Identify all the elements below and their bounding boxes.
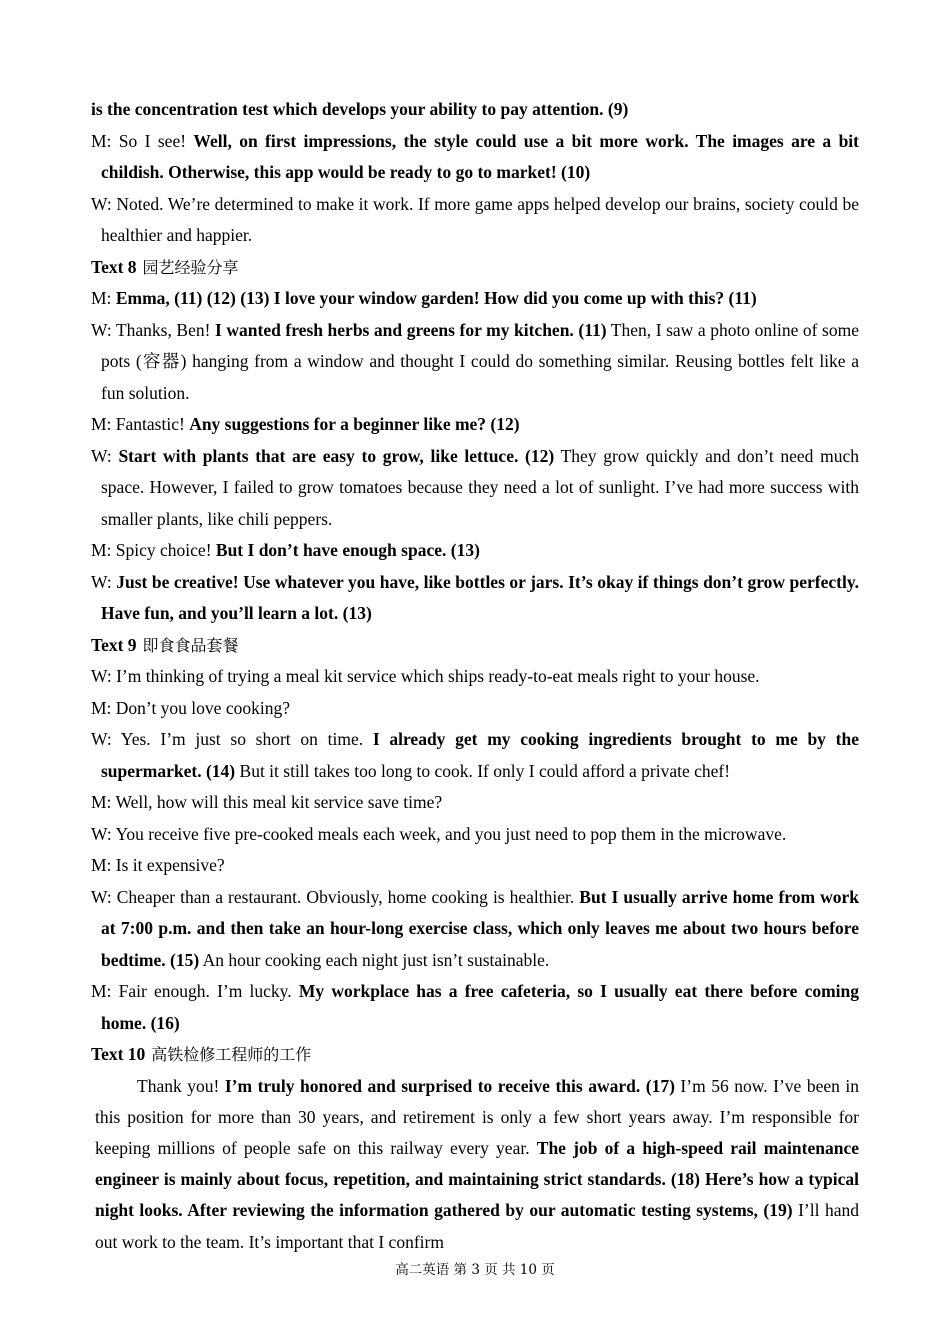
text-run: M: Don’t you love cooking?	[91, 697, 290, 718]
section-subtitle-zh: 即食食品套餐	[142, 635, 239, 655]
text-run: W:	[91, 445, 119, 466]
section-subtitle-zh: 园艺经验分享	[142, 257, 239, 277]
text-run: M: So I see!	[91, 130, 194, 151]
section-heading	[91, 630, 859, 662]
dialogue-line	[91, 724, 859, 787]
text-run: Then, I saw a photo online of some pots (容器) hanging from a window and thought I could do something similar. Reusing bottles felt like a fun solution.	[101, 319, 859, 403]
section-subtitle-zh: 高铁检修工程师的工作	[151, 1045, 312, 1064]
dialogue-line	[91, 283, 859, 315]
dialogue-line	[91, 693, 859, 725]
dialogue-line	[91, 189, 859, 252]
section-heading	[91, 1039, 859, 1071]
text-run: M:	[91, 288, 116, 308]
dialogue-line	[91, 976, 859, 1039]
dialogue-line	[91, 535, 859, 567]
text-run: W: Cheaper than a restaurant. Obviously, home cooking is healthier.	[91, 886, 580, 907]
dialogue-line	[91, 441, 859, 536]
text-run: M: Is it expensive?	[91, 855, 225, 875]
key-sentence: But I don’t have enough space. (13)	[215, 540, 480, 560]
key-sentence: But I usually arrive home from work at 7:00 p.m. and then take an hour-long exercise class, which only leaves me about two hours before bedtime. (15)	[101, 886, 859, 970]
text-run: W: You receive five pre-cooked meals each week, and you just need to pop them in the microwave.	[91, 823, 787, 844]
key-sentence: Just be creative! Use whatever you have, like bottles or jars. It’s okay if things don’t grow perfectly. Have fun, and you’ll learn a lot. (13)	[101, 571, 860, 623]
key-sentence: is the concentration test which develops your ability to pay attention. (9)	[91, 99, 629, 119]
text-run: M: Well, how will this meal kit service save time?	[91, 792, 443, 812]
text-run: W: Noted. We’re determined to make it work. If more game apps helped develop our brains, society could be healthier and happier.	[91, 193, 859, 245]
monologue-paragraph	[91, 1071, 859, 1258]
key-sentence: Well, on first impressions, the style could use a bit more work. The images are a bit childish. Otherwise, this app would be ready to go to market! (10)	[101, 130, 859, 182]
section-title: Text 10	[91, 1044, 146, 1064]
section-title: Text 8	[91, 256, 137, 277]
text-run: Thank you!	[137, 1075, 225, 1096]
dialogue-line	[91, 661, 859, 693]
section-title: Text 9	[91, 634, 137, 655]
text-run: W:	[91, 571, 117, 592]
text-run: I’m 56 now. I’ve been in this position for more than 30 years, and retirement is only a few short years away. I’m responsible for keeping millions of people safe on this railway every year.	[95, 1075, 859, 1158]
text-run: But it still takes too long to cook. If only I could afford a private chef!	[235, 760, 731, 781]
key-sentence: Any suggestions for a beginner like me? (12)	[189, 414, 520, 434]
text-run: They grow quickly and don’t need much space. However, I failed to grow tomatoes because they need a lot of sunlight. I’ve had more success with smaller plants, like chili peppers.	[101, 445, 860, 529]
dialogue-line	[91, 567, 859, 630]
key-sentence: I wanted fresh herbs and greens for my kitchen. (11)	[215, 319, 607, 340]
dialogue-line	[91, 787, 859, 819]
dialogue-line	[91, 315, 859, 410]
key-sentence: I’m truly honored and surprised to receive this award. (17)	[224, 1075, 675, 1096]
text-run: I’ll hand out work to the team. It’s important that I confirm	[95, 1200, 859, 1252]
dialogue-line	[91, 409, 859, 441]
text-run: W: Thanks, Ben!	[91, 319, 216, 340]
key-sentence: I already get my cooking ingredients brought to me by the supermarket. (14)	[101, 729, 859, 781]
text-run: M: Fair enough. I’m lucky.	[91, 981, 299, 1001]
dialogue-line	[91, 882, 859, 977]
dialogue-line	[91, 94, 859, 126]
dialogue-line	[91, 850, 859, 882]
key-sentence: My workplace has a free cafeteria, so I usually eat there before coming home. (16)	[101, 981, 860, 1033]
text-run: An hour cooking each night just isn’t sustainable.	[199, 949, 550, 970]
dialogue-line	[91, 819, 859, 851]
text-run: W: Yes. I’m just so short on time.	[91, 729, 373, 749]
dialogue-line	[91, 126, 859, 189]
document-body	[91, 94, 859, 1258]
key-sentence: Emma, (11) (12) (13) I love your window garden! How did you come up with this? (11)	[115, 288, 757, 308]
section-heading	[91, 252, 859, 284]
text-run: M: Fantastic!	[91, 414, 190, 434]
text-run: W: I’m thinking of trying a meal kit service which ships ready-to-eat meals right to your house.	[91, 666, 760, 686]
key-sentence: The job of a high-speed rail maintenance engineer is mainly about focus, repetition, and maintaining strict standards. (18) Here’s how a typical night looks. After reviewing the information gathered by our automatic testing systems, (19)	[95, 1137, 859, 1221]
key-sentence: Start with plants that are easy to grow, like lettuce. (12)	[118, 445, 555, 466]
text-run: M: Spicy choice!	[91, 540, 216, 560]
page-footer: 高二英语 第 3 页 共 10 页	[395, 1262, 555, 1278]
